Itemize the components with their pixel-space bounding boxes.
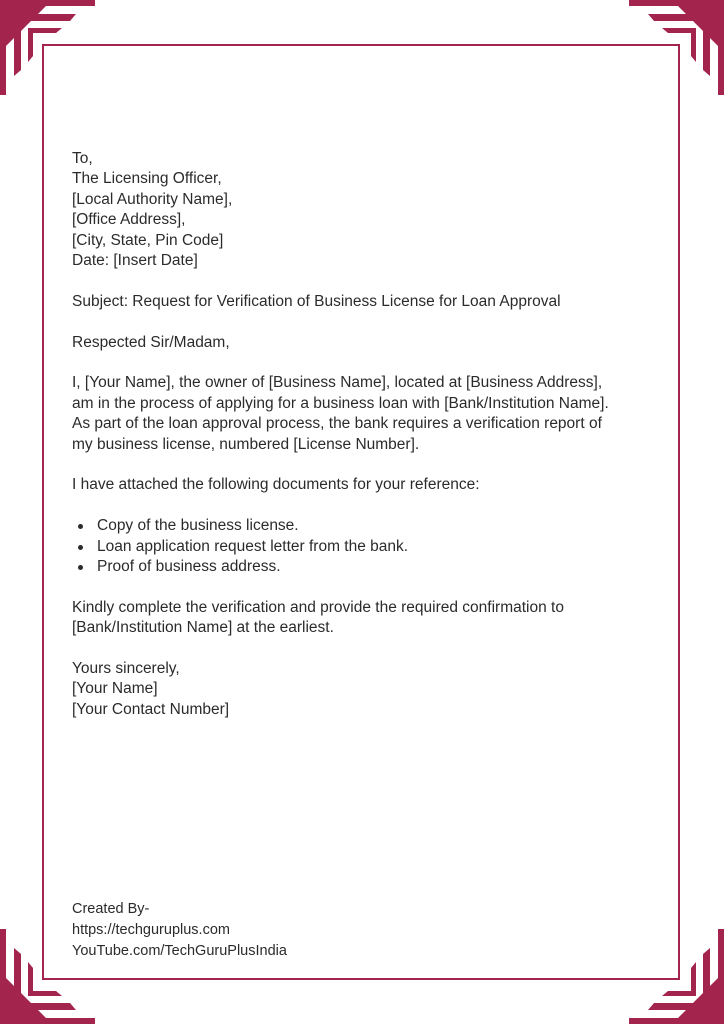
address-line: [Office Address], (72, 211, 186, 229)
body-line: my business license, numbered [License Number]. (72, 435, 420, 453)
signoff-block (72, 659, 652, 720)
address-line: The Licensing Officer, (72, 170, 222, 188)
closing-paragraph (72, 598, 652, 639)
credits-label: Created By- (72, 901, 150, 917)
youtube-link[interactable]: YouTube.com/TechGuruPlusIndia (72, 943, 287, 959)
salutation: Respected Sir/Madam, (72, 333, 230, 351)
list-item: Proof of business address. (97, 557, 652, 577)
address-line: [Local Authority Name], (72, 190, 233, 208)
address-line: To, (72, 150, 93, 167)
address-block (72, 149, 652, 271)
signoff-line: Yours sincerely, (72, 660, 180, 678)
body-line: I, [Your Name], the owner of [Business Name], located at [Business Address], (72, 374, 603, 392)
signer-name: [Your Name] (72, 680, 158, 698)
credits-block (72, 899, 287, 962)
attachments-intro: I have attached the following documents for your reference: (72, 476, 480, 494)
letter-body (72, 149, 652, 720)
subject-line: Subject: Request for Verification of Business License for Loan Approval (72, 292, 561, 310)
body-line: As part of the loan approval process, the bank requires a verification report of (72, 415, 602, 433)
list-item: Copy of the business license. (97, 516, 652, 536)
closing-line: [Bank/Institution Name] at the earliest. (72, 619, 334, 637)
website-link[interactable]: https://techguruplus.com (72, 922, 230, 938)
signer-contact: [Your Contact Number] (72, 700, 230, 718)
body-line: am in the process of applying for a business loan with [Bank/Institution Name]. (72, 394, 609, 412)
list-item: Loan application request letter from the bank. (97, 537, 652, 557)
attachments-list (72, 516, 652, 577)
closing-line: Kindly complete the verification and provide the required confirmation to (72, 598, 564, 616)
date-line: Date: [Insert Date] (72, 252, 198, 270)
address-line: [City, State, Pin Code] (72, 231, 224, 249)
body-paragraph (72, 373, 652, 455)
